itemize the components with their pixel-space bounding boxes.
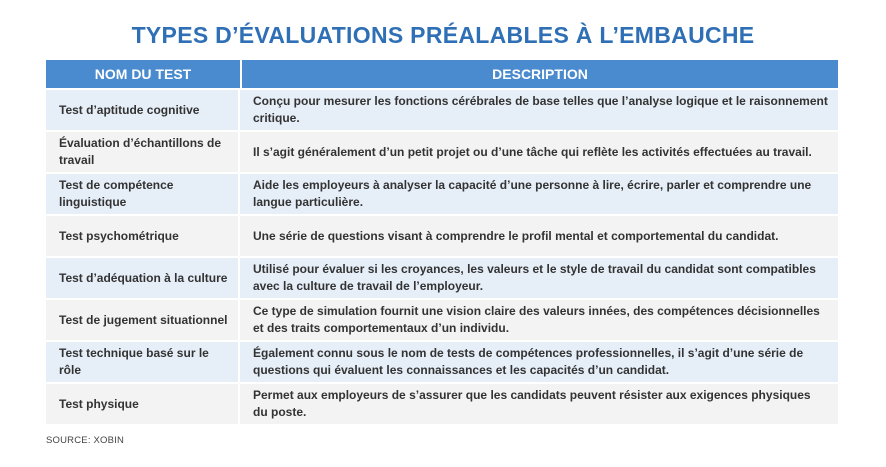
page-title: TYPES D’ÉVALUATIONS PRÉALABLES À L’EMBAUCHE <box>131 22 755 48</box>
table-row <box>46 382 838 424</box>
table-row <box>46 172 838 214</box>
description-cell: Également connu sous le nom de tests de compétences professionnelles, il s’agit d’une série de questions qui évaluent les connaissances et les capacités d’un candidat. <box>240 342 838 382</box>
table-row <box>46 340 838 382</box>
table-row <box>46 214 838 256</box>
column-header-test-name: NOM DU TEST <box>46 60 242 88</box>
table-row <box>46 256 838 298</box>
table-header <box>46 60 838 88</box>
test-name-cell: Test physique <box>46 384 240 424</box>
description-cell: Une série de questions visant à comprendre le profil mental et comportemental du candidat. <box>240 216 838 256</box>
table-row <box>46 88 838 130</box>
description-cell: Il s’agit généralement d’un petit projet ou d’une tâche qui reflète les activités effectuées au travail. <box>240 132 838 172</box>
assessment-table <box>46 60 838 424</box>
test-name-cell: Test psychométrique <box>46 216 240 256</box>
test-name-cell: Évaluation d’échantillons de travail <box>46 132 240 172</box>
source-note: SOURCE: XOBIN <box>46 435 125 446</box>
description-cell: Ce type de simulation fournit une vision claire des valeurs innées, des compétences décisionnelles et des traits comportementaux d’un individu. <box>240 300 838 340</box>
test-name-cell: Test d’aptitude cognitive <box>46 90 240 130</box>
table-body <box>46 88 838 424</box>
test-name-cell: Test d’adéquation à la culture <box>46 258 240 298</box>
table-row <box>46 298 838 340</box>
test-name-cell: Test technique basé sur le rôle <box>46 342 240 382</box>
description-cell: Aide les employeurs à analyser la capacité d’une personne à lire, écrire, parler et comprendre une langue particulière. <box>240 174 838 214</box>
test-name-cell: Test de jugement situationnel <box>46 300 240 340</box>
table-row <box>46 130 838 172</box>
description-cell: Utilisé pour évaluer si les croyances, les valeurs et le style de travail du candidat sont compatibles avec la culture de travail de l’employeur. <box>240 258 838 298</box>
description-cell: Permet aux employeurs de s’assurer que les candidats peuvent résister aux exigences physiques du poste. <box>240 384 838 424</box>
column-header-description: DESCRIPTION <box>242 60 838 88</box>
test-name-cell: Test de compétence linguistique <box>46 174 240 214</box>
description-cell: Conçu pour mesurer les fonctions cérébrales de base telles que l’analyse logique et le raisonnement critique. <box>240 90 838 130</box>
